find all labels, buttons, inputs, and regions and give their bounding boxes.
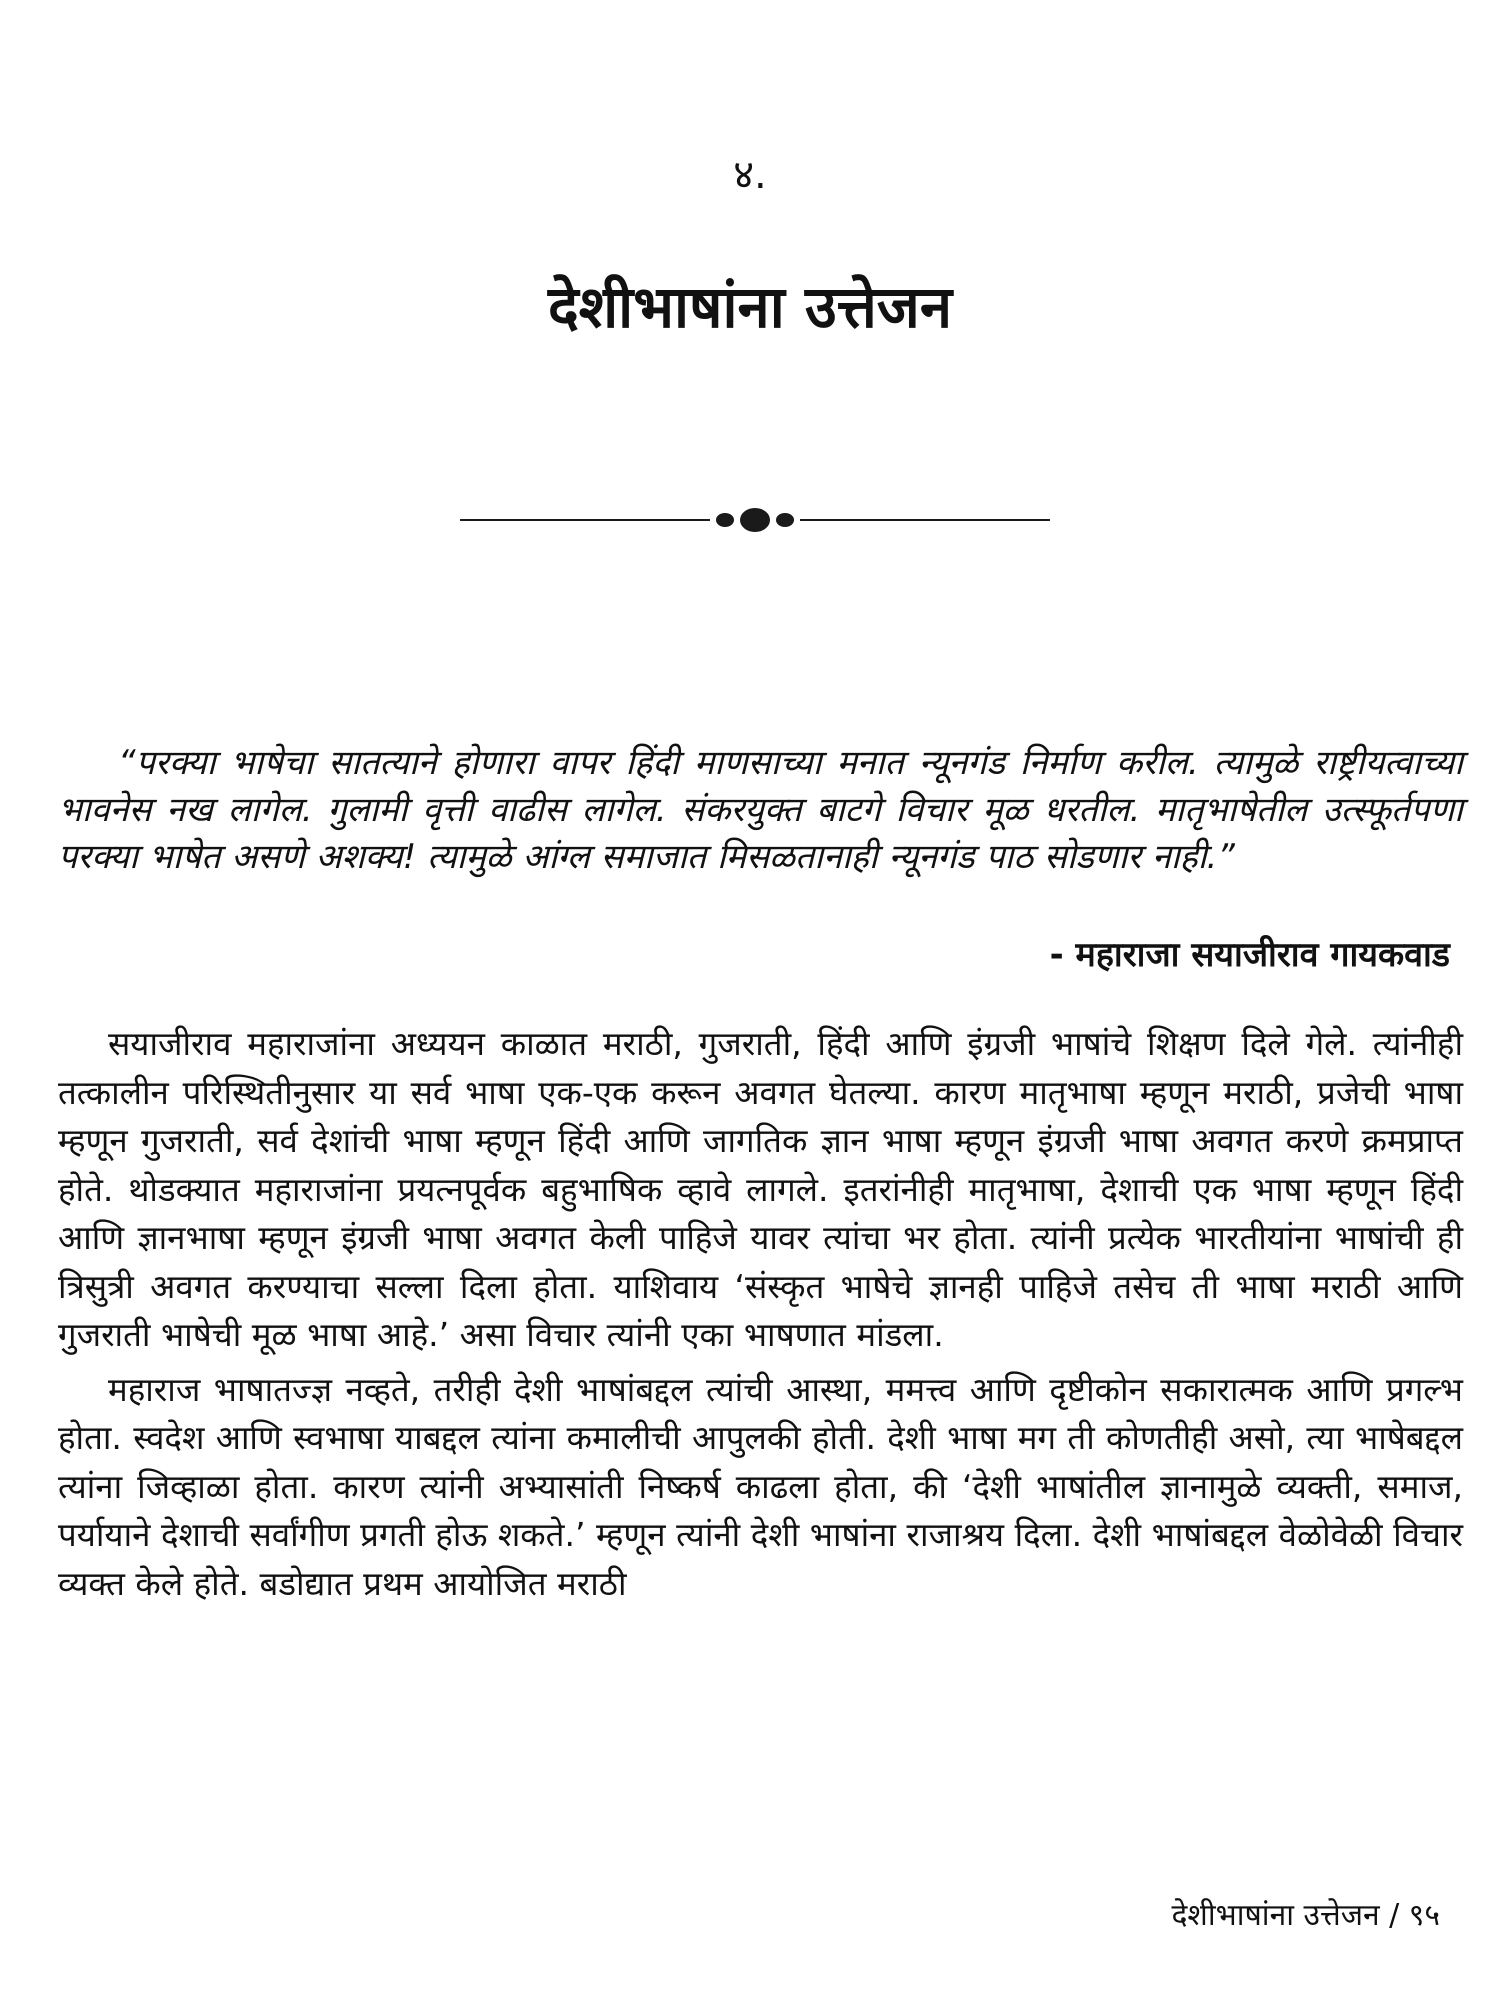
- quote-attribution: - महाराजा सयाजीराव गायकवाड: [1049, 935, 1450, 975]
- body-text: [58, 1020, 1463, 1614]
- chapter-number: ४.: [733, 152, 767, 198]
- epigraph-quote: “परक्या भाषेचा सातत्याने होणारा वापर हिंदी माणसाच्या मनात न्यूनगंड निर्माण करील. त्यामुळे राष्ट्रीयत्वाच्या भावनेस नख लागेल. गुलामी वृत्ती वाढीस लागेल. संकरयुक्त बाटगे विचार मूळ धरतील. मातृभाषेतील उत्स्फूर्तपणा परक्या भाषेत असणे अशक्य! त्यामुळे आंग्ल समाजात मिसळतानाही न्यूनगंड पाठ सोडणार नाही.”: [58, 743, 1463, 877]
- chapter-title: देशीभाषांना उत्तेजन: [547, 273, 953, 341]
- running-footer: देशीभाषांना उत्तेजन / ९५: [1171, 1898, 1440, 1933]
- divider-ornament-icon: [460, 500, 1050, 540]
- paragraph: महाराज भाषातज्ज्ञ नव्हते, तरीही देशी भाषांबद्दल त्यांची आस्था, ममत्त्व आणि दृष्टीकोन सकारात्मक आणि प्रगल्भ होता. स्वदेश आणि स्वभाषा याबद्दल त्यांना कमालीची आपुलकी होती. देशी भाषा मग ती कोणतीही असो, त्या भाषेबद्दल त्यांना जिव्हाळा होता. कारण त्यांनी अभ्यासांती निष्कर्ष काढला होता, की ‘देशी भाषांतील ज्ञानामुळे व्यक्ती, समाज, पर्यायाने देशाची सर्वांगीण प्रगती होऊ शकते.’ म्हणून त्यांनी देशी भाषांना राजाश्रय दिला. देशी भाषांबद्दल वेळोवेळी विचार व्यक्त केले होते. बडोद्यात प्रथम आयोजित मराठी: [58, 1369, 1463, 1603]
- paragraph: सयाजीराव महाराजांना अध्ययन काळात मराठी, गुजराती, हिंदी आणि इंग्रजी भाषांचे शिक्षण दिले गेले. त्यांनीही तत्कालीन परिस्थितीनुसार या सर्व भाषा एक-एक करून अवगत घेतल्या. कारण मातृभाषा म्हणून मराठी, प्रजेची भाषा म्हणून गुजराती, सर्व देशांची भाषा म्हणून हिंदी आणि जागतिक ज्ञान भाषा म्हणून इंग्रजी भाषा अवगत करणे क्रमप्राप्त होते. थोडक्यात महाराजांना प्रयत्नपूर्वक बहुभाषिक व्हावे लागले. इतरांनीही मातृभाषा, देशाची एक भाषा म्हणून हिंदी आणि ज्ञानभाषा म्हणून इंग्रजी भाषा अवगत केली पाहिजे यावर त्यांचा भर होता. त्यांनी प्रत्येक भारतीयांना भाषांची ही त्रिसुत्री अवगत करण्याचा सल्ला दिला होता. याशिवाय ‘संस्कृत भाषेचे ज्ञानही पाहिजे तसेच ती भाषा मराठी आणि गुजराती भाषेची मूळ भाषा आहे.’ असा विचार त्यांनी एका भाषणात मांडला.: [58, 1024, 1463, 1354]
